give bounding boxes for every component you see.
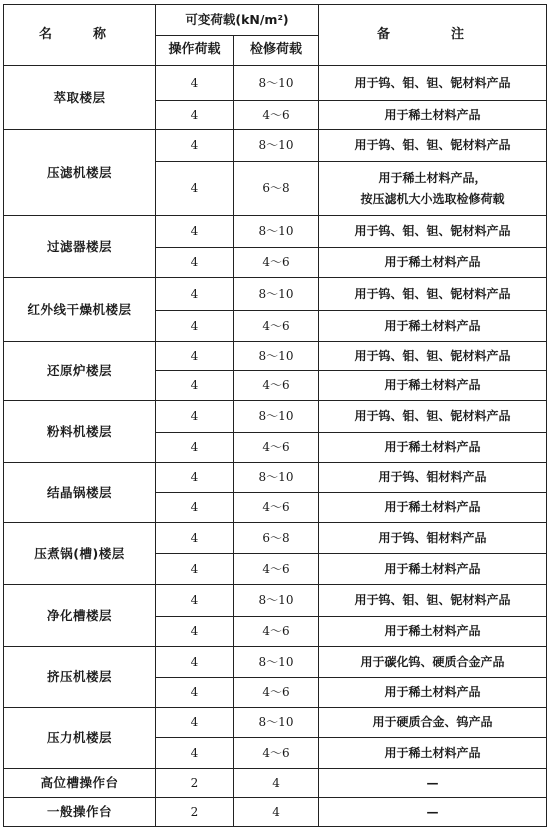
- maintenance-load-cell: 6～8: [234, 523, 319, 554]
- operating-load-cell: 4: [156, 493, 234, 523]
- table-row: [4, 523, 547, 554]
- remark-cell: [319, 463, 547, 493]
- maintenance-load-cell: 8～10: [234, 216, 319, 248]
- remark-line: 按压滤机大小选取检修荷载: [360, 191, 505, 206]
- operating-load-cell: 4: [156, 678, 234, 708]
- operating-load-cell: 4: [156, 463, 234, 493]
- table-row: [4, 463, 547, 493]
- remark-cell: [319, 523, 547, 554]
- table-row: [4, 278, 547, 311]
- remark-cell: [319, 248, 547, 278]
- operating-load-cell: 4: [156, 401, 234, 433]
- remark-cell: [319, 585, 547, 617]
- remark-line: 用于钨、钼、钽、铌材料产品: [354, 224, 511, 238]
- remark-line: 用于钨、钼材料产品: [378, 470, 487, 484]
- floor-name: 压滤机楼层: [4, 130, 156, 216]
- remark-line: 用于钨、钼材料产品: [378, 530, 487, 545]
- table-row: [4, 798, 547, 827]
- remark-cell: [319, 493, 547, 523]
- remark-line: —: [426, 804, 439, 819]
- maintenance-load-cell: 8～10: [234, 708, 319, 738]
- floor-name: 一般操作台: [4, 798, 156, 827]
- maintenance-load-cell: 8～10: [234, 66, 319, 101]
- header-remarks: 备 注: [319, 5, 547, 66]
- maintenance-load-cell: 8～10: [234, 401, 319, 433]
- maintenance-load-cell: 8～10: [234, 130, 319, 162]
- maintenance-load-cell: 4～6: [234, 311, 319, 342]
- operating-load-cell: 4: [156, 433, 234, 463]
- floor-name: 压力机楼层: [4, 708, 156, 769]
- maintenance-load-cell: 4～6: [234, 493, 319, 523]
- remark-line: 用于钨、钼、钽、铌材料产品: [354, 409, 511, 423]
- floor-name: 粉料机楼层: [4, 401, 156, 463]
- remark-line: 用于稀土材料产品: [384, 107, 481, 122]
- floor-name: 还原炉楼层: [4, 342, 156, 401]
- operating-load-cell: 4: [156, 647, 234, 678]
- floor-name: 红外线干燥机楼层: [4, 278, 156, 342]
- operating-load-cell: 4: [156, 342, 234, 371]
- remark-line: 用于钨、钼、钽、铌材料产品: [354, 75, 511, 90]
- operating-load-cell: 4: [156, 738, 234, 769]
- floor-name: 过滤器楼层: [4, 216, 156, 278]
- table-header: [4, 5, 547, 66]
- remark-cell: [319, 554, 547, 585]
- remark-line: 用于碳化钨、硬质合金产品: [360, 654, 505, 669]
- remark-line: 用于钨、钼、钽、铌材料产品: [354, 138, 511, 152]
- maintenance-load-cell: 4～6: [234, 433, 319, 463]
- maintenance-load-cell: 4: [234, 769, 319, 798]
- remark-cell: [319, 311, 547, 342]
- operating-load-cell: 4: [156, 708, 234, 738]
- remark-line: 用于稀土材料产品: [384, 378, 481, 392]
- remark-line: 用于稀土材料产品: [384, 745, 481, 760]
- operating-load-cell: 4: [156, 311, 234, 342]
- remark-line: 用于稀土材料产品: [384, 318, 481, 333]
- table-row: [4, 66, 547, 101]
- header-maintenance-load: 检修荷载: [234, 36, 319, 66]
- table-row: [4, 647, 547, 678]
- operating-load-cell: 4: [156, 554, 234, 585]
- remark-cell: [319, 401, 547, 433]
- operating-load-cell: 4: [156, 585, 234, 617]
- remark-cell: [319, 216, 547, 248]
- header-operating-load: 操作荷载: [156, 36, 234, 66]
- remark-line: 用于稀土材料产品: [384, 255, 481, 269]
- remark-cell: [319, 708, 547, 738]
- operating-load-cell: 2: [156, 769, 234, 798]
- remark-cell: [319, 101, 547, 130]
- maintenance-load-cell: 4: [234, 798, 319, 827]
- floor-name: 净化槽楼层: [4, 585, 156, 647]
- remark-cell: [319, 162, 547, 216]
- remark-cell: [319, 66, 547, 101]
- table-row: [4, 130, 547, 162]
- remark-line: —: [426, 775, 439, 790]
- maintenance-load-cell: 4～6: [234, 617, 319, 647]
- remark-cell: [319, 738, 547, 769]
- maintenance-load-cell: 8～10: [234, 585, 319, 617]
- remark-line: 用于稀土材料产品: [384, 440, 481, 454]
- remark-line: 用于钨、钼、钽、铌材料产品: [354, 286, 511, 301]
- operating-load-cell: 4: [156, 371, 234, 401]
- table-row: [4, 401, 547, 433]
- remark-cell: [319, 798, 547, 827]
- header-variable-load: 可变荷载(kN/m²): [156, 5, 319, 36]
- operating-load-cell: 4: [156, 66, 234, 101]
- remark-cell: [319, 130, 547, 162]
- operating-load-cell: 4: [156, 248, 234, 278]
- operating-load-cell: 4: [156, 523, 234, 554]
- remark-line: 用于钨、钼、钽、铌材料产品: [354, 348, 511, 363]
- floor-name: 压煮锅(槽)楼层: [4, 523, 156, 585]
- operating-load-cell: 4: [156, 162, 234, 216]
- remark-line: 用于稀土材料产品: [384, 624, 481, 638]
- table-row: [4, 342, 547, 371]
- remark-line: 用于硬质合金、钨产品: [372, 715, 493, 729]
- maintenance-load-cell: 8～10: [234, 463, 319, 493]
- operating-load-cell: 4: [156, 617, 234, 647]
- maintenance-load-cell: 4～6: [234, 371, 319, 401]
- table-row: [4, 769, 547, 798]
- load-table: [3, 4, 547, 827]
- maintenance-load-cell: 8～10: [234, 647, 319, 678]
- remark-cell: [319, 617, 547, 647]
- remark-cell: [319, 769, 547, 798]
- maintenance-load-cell: 8～10: [234, 342, 319, 371]
- operating-load-cell: 4: [156, 216, 234, 248]
- floor-name: 结晶锅楼层: [4, 463, 156, 523]
- remark-cell: [319, 678, 547, 708]
- floor-name: 挤压机楼层: [4, 647, 156, 708]
- maintenance-load-cell: 6～8: [234, 162, 319, 216]
- header-name: 名 称: [4, 5, 156, 66]
- remark-line: 用于稀土材料产品: [384, 500, 481, 514]
- maintenance-load-cell: 4～6: [234, 248, 319, 278]
- table-row: [4, 216, 547, 248]
- maintenance-load-cell: 4～6: [234, 554, 319, 585]
- operating-load-cell: 2: [156, 798, 234, 827]
- floor-name: 高位槽操作台: [4, 769, 156, 798]
- remark-line: 用于钨、钼、钽、铌材料产品: [354, 593, 511, 607]
- remark-line: 用于稀土材料产品: [384, 685, 481, 699]
- table-row: [4, 708, 547, 738]
- remark-line: 用于稀土材料产品，: [378, 170, 487, 185]
- table-body: [4, 66, 547, 827]
- remark-cell: [319, 342, 547, 371]
- maintenance-load-cell: 4～6: [234, 738, 319, 769]
- remark-cell: [319, 371, 547, 401]
- maintenance-load-cell: 4～6: [234, 678, 319, 708]
- remark-cell: [319, 278, 547, 311]
- remark-cell: [319, 647, 547, 678]
- operating-load-cell: 4: [156, 101, 234, 130]
- remark-cell: [319, 433, 547, 463]
- operating-load-cell: 4: [156, 130, 234, 162]
- floor-name: 萃取楼层: [4, 66, 156, 130]
- maintenance-load-cell: 4～6: [234, 101, 319, 130]
- remark-line: 用于稀土材料产品: [384, 561, 481, 576]
- operating-load-cell: 4: [156, 278, 234, 311]
- table-row: [4, 585, 547, 617]
- maintenance-load-cell: 8～10: [234, 278, 319, 311]
